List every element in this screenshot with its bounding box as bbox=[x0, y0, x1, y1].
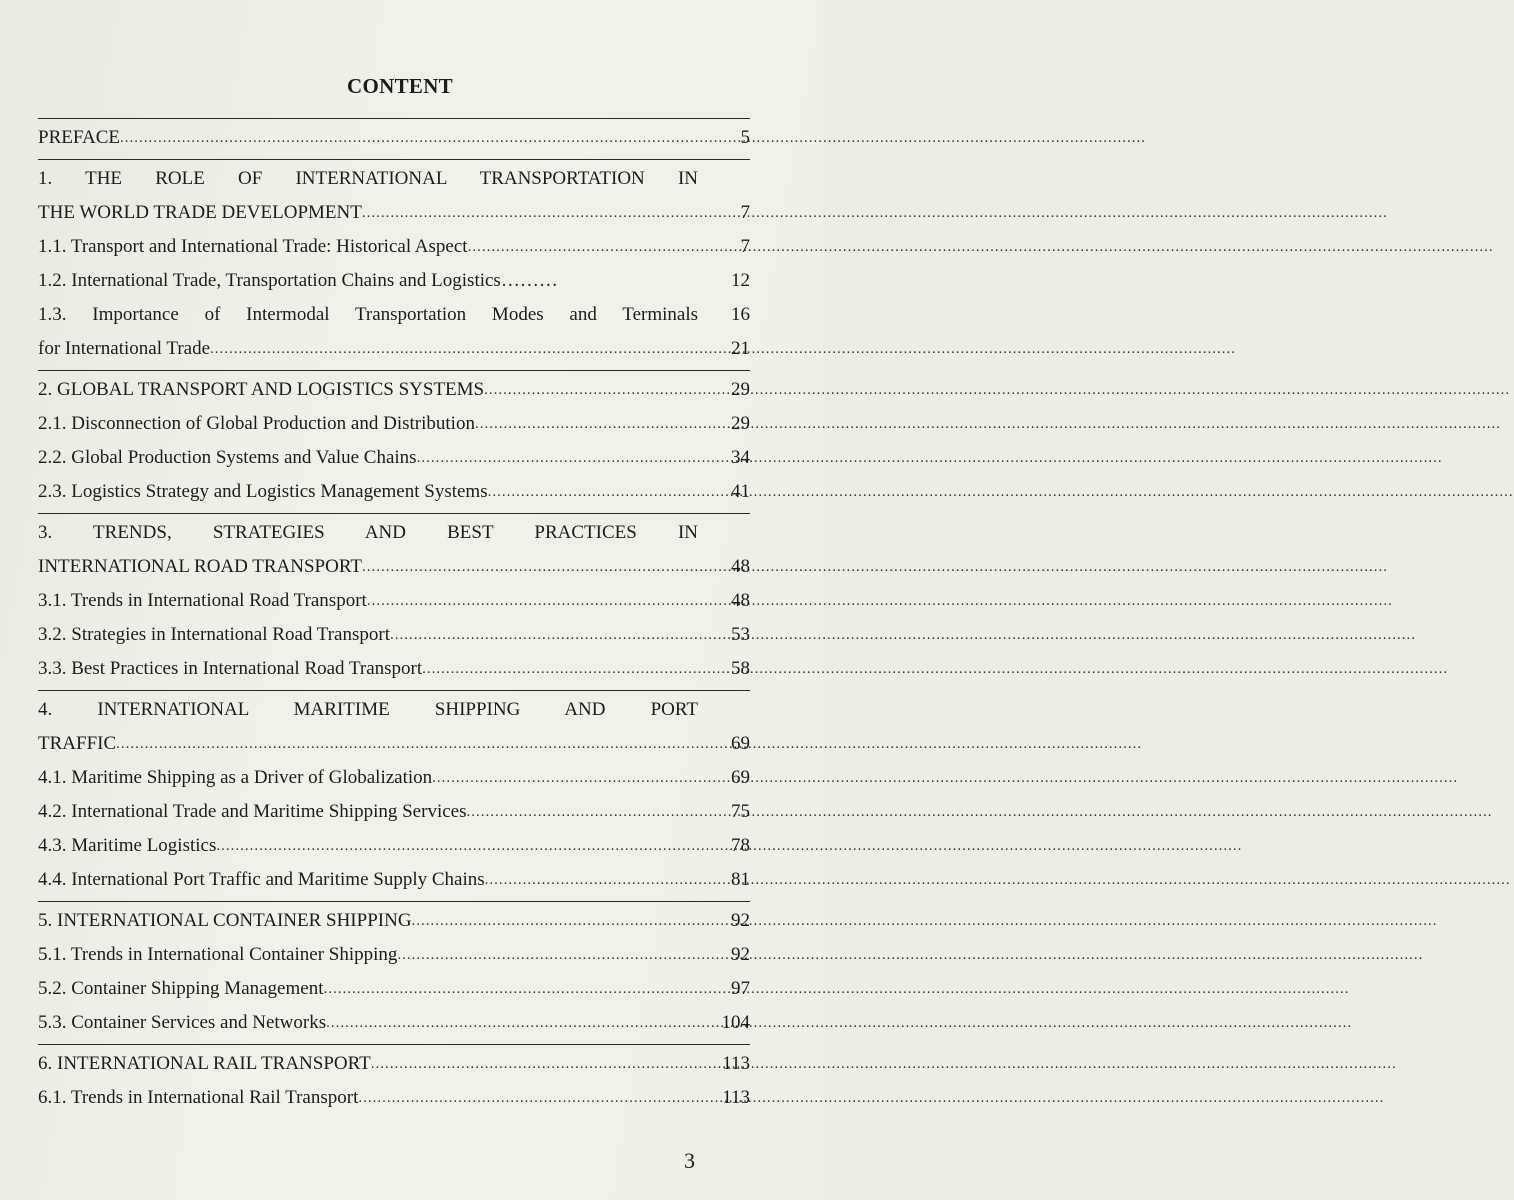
toc-entry bbox=[38, 1006, 750, 1040]
dot-leader bbox=[422, 652, 698, 686]
toc-entry-title: 1.3. Importance of Intermodal Transportation Modes and Terminals bbox=[38, 304, 698, 325]
toc-entry bbox=[38, 516, 750, 550]
toc-entry-page: 7 bbox=[740, 236, 750, 257]
toc-entry-page: 92 bbox=[731, 910, 750, 931]
toc-entry bbox=[38, 584, 750, 618]
dot-leader bbox=[216, 829, 698, 863]
toc-entry-title: 4.3. Maritime Logistics bbox=[38, 835, 217, 856]
toc-entry bbox=[38, 829, 750, 863]
toc-section bbox=[38, 118, 750, 159]
toc-entry bbox=[38, 938, 750, 972]
toc-entry-title: 2.1. Disconnection of Global Production and Distribution bbox=[38, 413, 475, 434]
toc-entry-title: TRAFFIC bbox=[38, 733, 117, 754]
toc-entry-page: 29 bbox=[731, 379, 750, 400]
toc-entry-page: 69 bbox=[731, 767, 750, 788]
toc-entry-title: 3.3. Best Practices in International Road Transport bbox=[38, 658, 423, 679]
toc-entry-page: 113 bbox=[722, 1087, 750, 1108]
dot-leader bbox=[475, 407, 698, 441]
toc-entry bbox=[38, 196, 750, 230]
toc-entry-page: 5 bbox=[740, 127, 750, 148]
toc-entry bbox=[38, 373, 750, 407]
dot-leader bbox=[484, 373, 698, 407]
dot-leader bbox=[362, 196, 698, 230]
dot-leader bbox=[485, 863, 698, 897]
toc-entry-title: 5. INTERNATIONAL CONTAINER SHIPPING bbox=[38, 910, 412, 931]
toc-entry-title: 5.1. Trends in International Container Shipping bbox=[38, 944, 398, 965]
dot-leader bbox=[323, 972, 698, 1006]
toc-entry-page: 53 bbox=[731, 624, 750, 645]
dot-leader bbox=[358, 1081, 698, 1115]
toc-entry bbox=[38, 550, 750, 584]
dot-leader bbox=[120, 121, 698, 155]
toc-entry-title: 2.3. Logistics Strategy and Logistics Management Systems bbox=[38, 481, 488, 502]
toc-entry bbox=[38, 652, 750, 686]
toc-entry bbox=[38, 972, 750, 1006]
toc-entry bbox=[38, 407, 750, 441]
dot-leader bbox=[362, 550, 698, 584]
toc-entry-page: 97 bbox=[731, 978, 750, 999]
dot-leader bbox=[367, 584, 698, 618]
toc-entry-page: 113 bbox=[722, 1053, 750, 1074]
toc-entry-title: 1. THE ROLE OF INTERNATIONAL TRANSPORTATION IN bbox=[38, 168, 698, 189]
toc-entry-title: THE WORLD TRADE DEVELOPMENT bbox=[38, 202, 362, 223]
toc-entry bbox=[38, 162, 750, 196]
toc-entry-title: 4.1. Maritime Shipping as a Driver of Globalization bbox=[38, 767, 433, 788]
toc-entry-title: for International Trade bbox=[38, 338, 211, 359]
toc-entry-title: 5.3. Container Services and Networks bbox=[38, 1012, 327, 1033]
toc-entry-page: 48 bbox=[731, 590, 750, 611]
toc-entry bbox=[38, 863, 750, 897]
dot-leader bbox=[412, 904, 698, 938]
toc-entry bbox=[38, 121, 750, 155]
toc-entry-page: 21 bbox=[731, 338, 750, 359]
toc-entry bbox=[38, 795, 750, 829]
dot-leader bbox=[417, 441, 698, 475]
page-number: 3 bbox=[684, 1148, 695, 1173]
toc-entry-title: 4. INTERNATIONAL MARITIME SHIPPING AND PORT bbox=[38, 699, 698, 720]
toc-entry-title: 4.2. International Trade and Maritime Shipping Services bbox=[38, 801, 467, 822]
toc-entry-title: 1.1. Transport and International Trade: Historical Aspect bbox=[38, 236, 468, 257]
toc-entry bbox=[38, 230, 750, 264]
toc-section bbox=[38, 1044, 750, 1119]
toc-entry-page: 92 bbox=[731, 944, 750, 965]
toc-section bbox=[38, 370, 750, 513]
toc-entry bbox=[38, 298, 750, 332]
toc-entry-page: 81 bbox=[731, 869, 750, 890]
toc-entry-title: INTERNATIONAL ROAD TRANSPORT bbox=[38, 556, 362, 577]
dot-leader bbox=[390, 618, 698, 652]
toc-entry bbox=[38, 904, 750, 938]
dot-leader bbox=[210, 332, 698, 366]
toc-entry-page: 104 bbox=[721, 1012, 750, 1033]
toc-entry-title: 2.2. Global Production Systems and Value Chains bbox=[38, 447, 417, 468]
dot-leader bbox=[116, 727, 698, 761]
toc-entry bbox=[38, 441, 750, 475]
toc-entry-page: 75 bbox=[731, 801, 750, 822]
toc-section bbox=[38, 513, 750, 690]
table-of-contents bbox=[38, 118, 750, 1119]
toc-section bbox=[38, 901, 750, 1044]
dot-leader bbox=[468, 230, 698, 264]
toc-entry-page: 29 bbox=[731, 413, 750, 434]
toc-entry-page: 69 bbox=[731, 733, 750, 754]
dot-leader bbox=[432, 761, 698, 795]
toc-entry-title: PREFACE bbox=[38, 127, 121, 148]
toc-entry-page: 12 bbox=[731, 270, 750, 291]
toc-entry-page: 41 bbox=[731, 481, 750, 502]
toc-section bbox=[38, 690, 750, 901]
toc-entry-title: 4.4. International Port Traffic and Maritime Supply Chains bbox=[38, 869, 485, 890]
dot-leader bbox=[397, 938, 698, 972]
toc-entry-page: 34 bbox=[731, 447, 750, 468]
toc-entry-title: 2. GLOBAL TRANSPORT AND LOGISTICS SYSTEMS bbox=[38, 379, 485, 400]
toc-entry-page: 58 bbox=[731, 658, 750, 679]
toc-entry-title: 6. INTERNATIONAL RAIL TRANSPORT bbox=[38, 1053, 371, 1074]
toc-entry bbox=[38, 1081, 750, 1115]
toc-entry-page: 48 bbox=[731, 556, 750, 577]
toc-entry-title: 3.1. Trends in International Road Transport bbox=[38, 590, 367, 611]
toc-entry-title: 1.2. International Trade, Transportation Chains and Logistics……… bbox=[38, 270, 558, 291]
toc-entry-page: 78 bbox=[731, 835, 750, 856]
toc-entry bbox=[38, 618, 750, 652]
page-title: CONTENT bbox=[347, 74, 453, 98]
toc-entry-page: 7 bbox=[740, 202, 750, 223]
toc-entry bbox=[38, 727, 750, 761]
dot-leader bbox=[326, 1006, 698, 1040]
toc-entry bbox=[38, 475, 750, 509]
toc-entry bbox=[38, 1047, 750, 1081]
toc-entry-title: 3. TRENDS, STRATEGIES AND BEST PRACTICES IN bbox=[38, 522, 698, 543]
dot-leader bbox=[488, 475, 698, 509]
toc-entry bbox=[38, 332, 750, 366]
toc-entry-title: 6.1. Trends in International Rail Transport bbox=[38, 1087, 359, 1108]
toc-section bbox=[38, 159, 750, 370]
toc-entry bbox=[38, 264, 750, 298]
toc-entry bbox=[38, 761, 750, 795]
dot-leader bbox=[466, 795, 698, 829]
toc-entry-page: 16 bbox=[731, 304, 750, 325]
toc-entry-title: 5.2. Container Shipping Management bbox=[38, 978, 324, 999]
toc-entry-title: 3.2. Strategies in International Road Transport bbox=[38, 624, 390, 645]
toc-entry bbox=[38, 693, 750, 727]
dot-leader bbox=[371, 1047, 698, 1081]
